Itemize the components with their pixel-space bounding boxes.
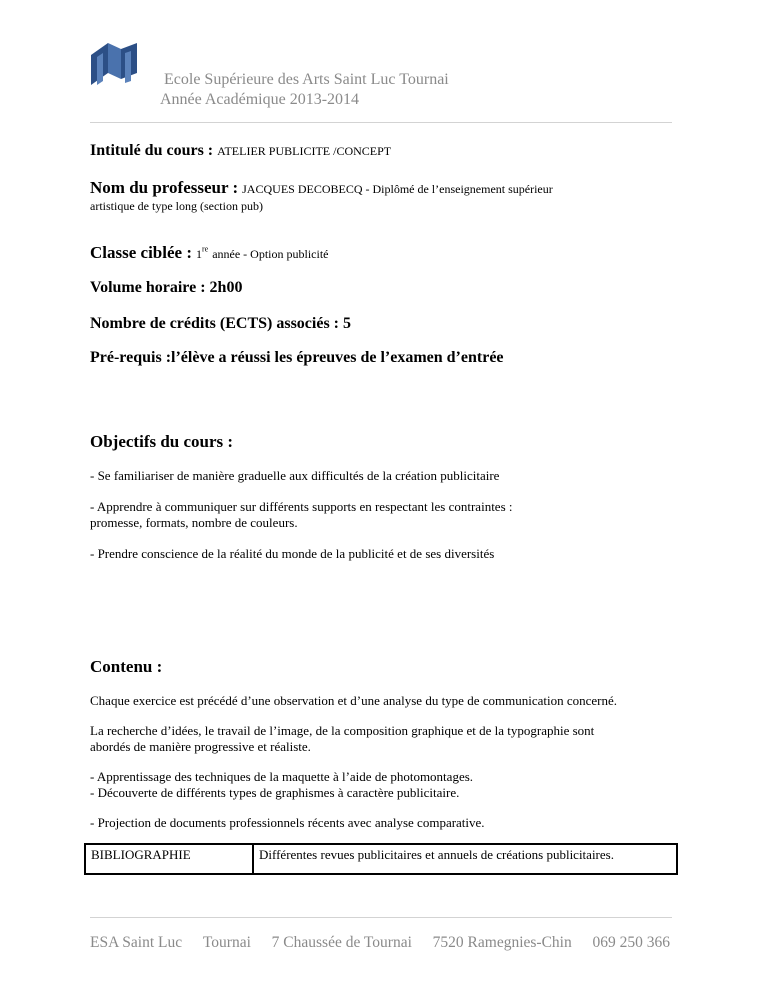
content-paragraph-3-line2: - Découverte de différents types de graphismes à caractère publicitaire. xyxy=(90,785,460,800)
footer-divider xyxy=(90,917,672,918)
bibliography-label: BIBLIOGRAPHIE xyxy=(85,844,253,874)
objective-item-1: - Se familiariser de manière graduelle aux difficultés de la création publicitaire xyxy=(90,468,500,483)
objective-item-2-line1: - Apprendre à communiquer sur différents supports en respectant les contraintes : xyxy=(90,499,513,514)
professor-label: Nom du professeur : xyxy=(90,178,239,197)
footer-postal: 7520 Ramegnies-Chin xyxy=(432,934,572,951)
professor-value: JACQUES DECOBECQ - Diplômé de l’enseignement supérieur xyxy=(242,182,553,196)
content-paragraph-4: - Projection de documents professionnels récents avec analyse comparative. xyxy=(90,815,485,830)
course-title-label: Intitulé du cours : xyxy=(90,142,214,159)
header-divider xyxy=(90,122,672,123)
professor-value-cont: artistique de type long (section pub) xyxy=(90,199,263,213)
class-label: Classe ciblée : xyxy=(90,243,192,262)
footer-org: ESA Saint Luc xyxy=(90,934,183,951)
footer xyxy=(90,934,670,952)
course-title-value: ATELIER PUBLICITE /CONCEPT xyxy=(217,144,392,158)
content-paragraph-2-line1: La recherche d’idées, le travail de l’image, de la composition graphique et de la typographie sont xyxy=(90,723,595,738)
footer-city: Tournai xyxy=(202,934,251,951)
hours-line: Volume horaire : 2h00 xyxy=(90,279,243,296)
credits-line: Nombre de crédits (ECTS) associés : 5 xyxy=(90,315,352,332)
prereq-line: Pré-requis :l’élève a réussi les épreuves de l’examen d’entrée xyxy=(90,349,504,366)
objective-item-2 xyxy=(90,499,690,531)
objective-item-3: - Prendre conscience de la réalité du monde de la publicité et de ses diversités xyxy=(90,546,495,561)
content-paragraph-3-line1: - Apprentissage des techniques de la maquette à l’aide de photomontages. xyxy=(90,769,474,784)
footer-street: 7 Chaussée de Tournai xyxy=(271,934,412,951)
class-num: 1 xyxy=(195,247,202,261)
school-logo xyxy=(91,43,137,89)
content-paragraph-2-line2: abordés de manière progressive et réaliste. xyxy=(90,739,311,754)
course-title-line xyxy=(90,142,690,160)
school-header xyxy=(160,70,449,110)
content-heading: Contenu : xyxy=(90,657,163,676)
content-paragraph-2 xyxy=(90,723,690,755)
table-row xyxy=(85,844,677,874)
class-value: année - Option publicité xyxy=(212,247,329,261)
content-paragraph-1: Chaque exercice est précédé d’une observation et d’une analyse du type de communication concerné. xyxy=(90,693,617,708)
bibliography-table xyxy=(84,843,678,875)
objective-item-2-line2: promesse, formats, nombre de couleurs. xyxy=(90,515,298,530)
footer-phone: 069 250 366 xyxy=(592,934,670,951)
class-sup: re xyxy=(201,244,209,254)
professor-block xyxy=(90,178,690,214)
academic-year: Année Académique 2013-2014 xyxy=(160,91,360,108)
content-paragraph-3 xyxy=(90,769,690,801)
bibliography-value: Différentes revues publicitaires et annuels de créations publicitaires. xyxy=(253,844,677,874)
school-name: Ecole Supérieure des Arts Saint Luc Tournai xyxy=(164,71,449,88)
objectives-heading: Objectifs du cours : xyxy=(90,432,234,451)
class-line xyxy=(90,243,690,263)
